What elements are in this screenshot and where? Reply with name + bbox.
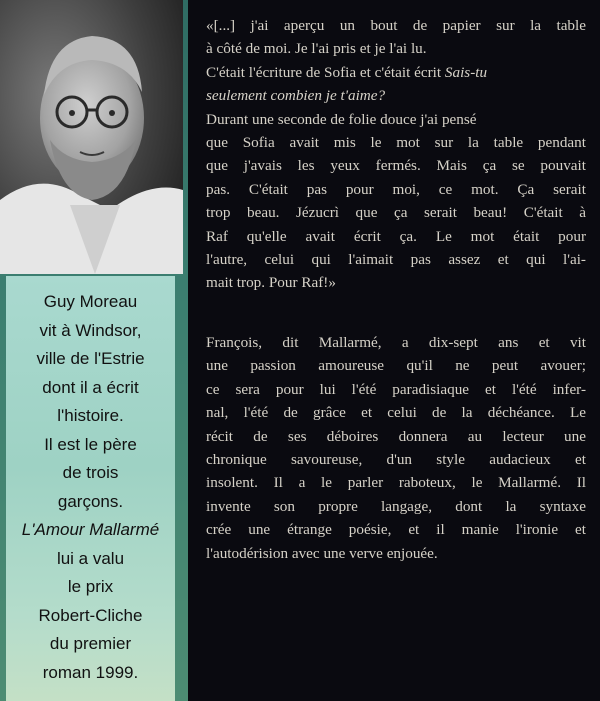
excerpt-line: Durant une seconde de folie douce j'ai pensé [206, 110, 477, 128]
left-column [0, 0, 188, 701]
bio-line: le prix [67, 577, 114, 596]
bio-line: roman 1999. [42, 662, 139, 682]
bio-line: ville de l'Estrie [36, 349, 145, 368]
excerpt-italic-phrase: Sais-tu [444, 63, 488, 81]
summary-line: ce sera pour lui l'été paradisiaque et l'été infer- [206, 380, 586, 398]
author-portrait-illustration [0, 0, 183, 274]
bio-book-title: L'Amour Mallarmé [21, 520, 160, 539]
bio-line: Guy Moreau [43, 292, 138, 311]
bio-line: Robert-Cliche [38, 605, 143, 625]
summary-line: invente son propre langage, dont la syntaxe [206, 497, 586, 515]
bio-line: vit à Windsor, [39, 320, 142, 340]
excerpt-line: pas. C'était pas pour moi, ce mot. Ça serait [206, 180, 586, 198]
author-bio-text [6, 288, 175, 687]
excerpt-line [206, 61, 586, 84]
bio-line: l'histoire. [57, 406, 124, 425]
excerpt-line-text: C'était l'écriture de Sofia et c'était écrit [206, 63, 445, 81]
back-cover-text [206, 14, 586, 565]
bio-line: dont il a écrit [42, 377, 139, 397]
excerpt-italic-phrase: seulement combien je t'aime? [206, 87, 386, 105]
bio-line: du premier [49, 634, 132, 653]
summary-line: récit de ses déboires donnera au lecteur une [206, 427, 586, 445]
bio-line: Il est le père [44, 434, 137, 454]
summary-line: une passion amoureuse qu'il ne peut avouer; [206, 357, 586, 375]
excerpt-line: que j'avais les yeux fermés. Mais ça se pouvait [206, 157, 586, 175]
bio-line: lui a valu [56, 548, 125, 568]
excerpt-line: à côté de moi. Je l'ai pris et je l'ai lu. [206, 40, 427, 58]
summary-line: crée une étrange poésie, et il manie l'ironie et [206, 521, 586, 539]
excerpt-line: mait trop. Pour Raf!» [206, 274, 336, 292]
summary-line: François, dit Mallarmé, a dix-sept ans et vit [206, 333, 586, 351]
excerpt-line: «[...] j'ai aperçu un bout de papier sur la table [206, 17, 586, 34]
excerpt-line: trop beau. Jézucrì que ça serait beau! C'était à [206, 204, 586, 222]
excerpt-quote [206, 14, 586, 295]
summary-line: insolent. Il a le parler raboteux, le Mallarmé. Il [206, 474, 586, 492]
paragraph-gap [206, 295, 586, 331]
bio-line: garçons. [57, 491, 124, 511]
summary-line: chronique savoureuse, d'un style audacieux et [206, 450, 586, 468]
excerpt-line: Raf qu'elle avait écrit ça. Le mot était pour [206, 227, 586, 245]
excerpt-line: l'autre, celui qui l'aimait pas assez et qui l'ai- [206, 251, 586, 269]
book-summary [206, 331, 586, 565]
author-bio-panel [6, 276, 175, 701]
bio-line: de trois [62, 463, 119, 482]
summary-line: l'autodérision avec une verve enjouée. [206, 544, 438, 562]
excerpt-line: que Sofia avait mis le mot sur la table pendant [206, 134, 586, 152]
summary-line: nal, l'été de grâce et celui de la déchéance. Le [206, 404, 586, 422]
author-photo [0, 0, 183, 274]
